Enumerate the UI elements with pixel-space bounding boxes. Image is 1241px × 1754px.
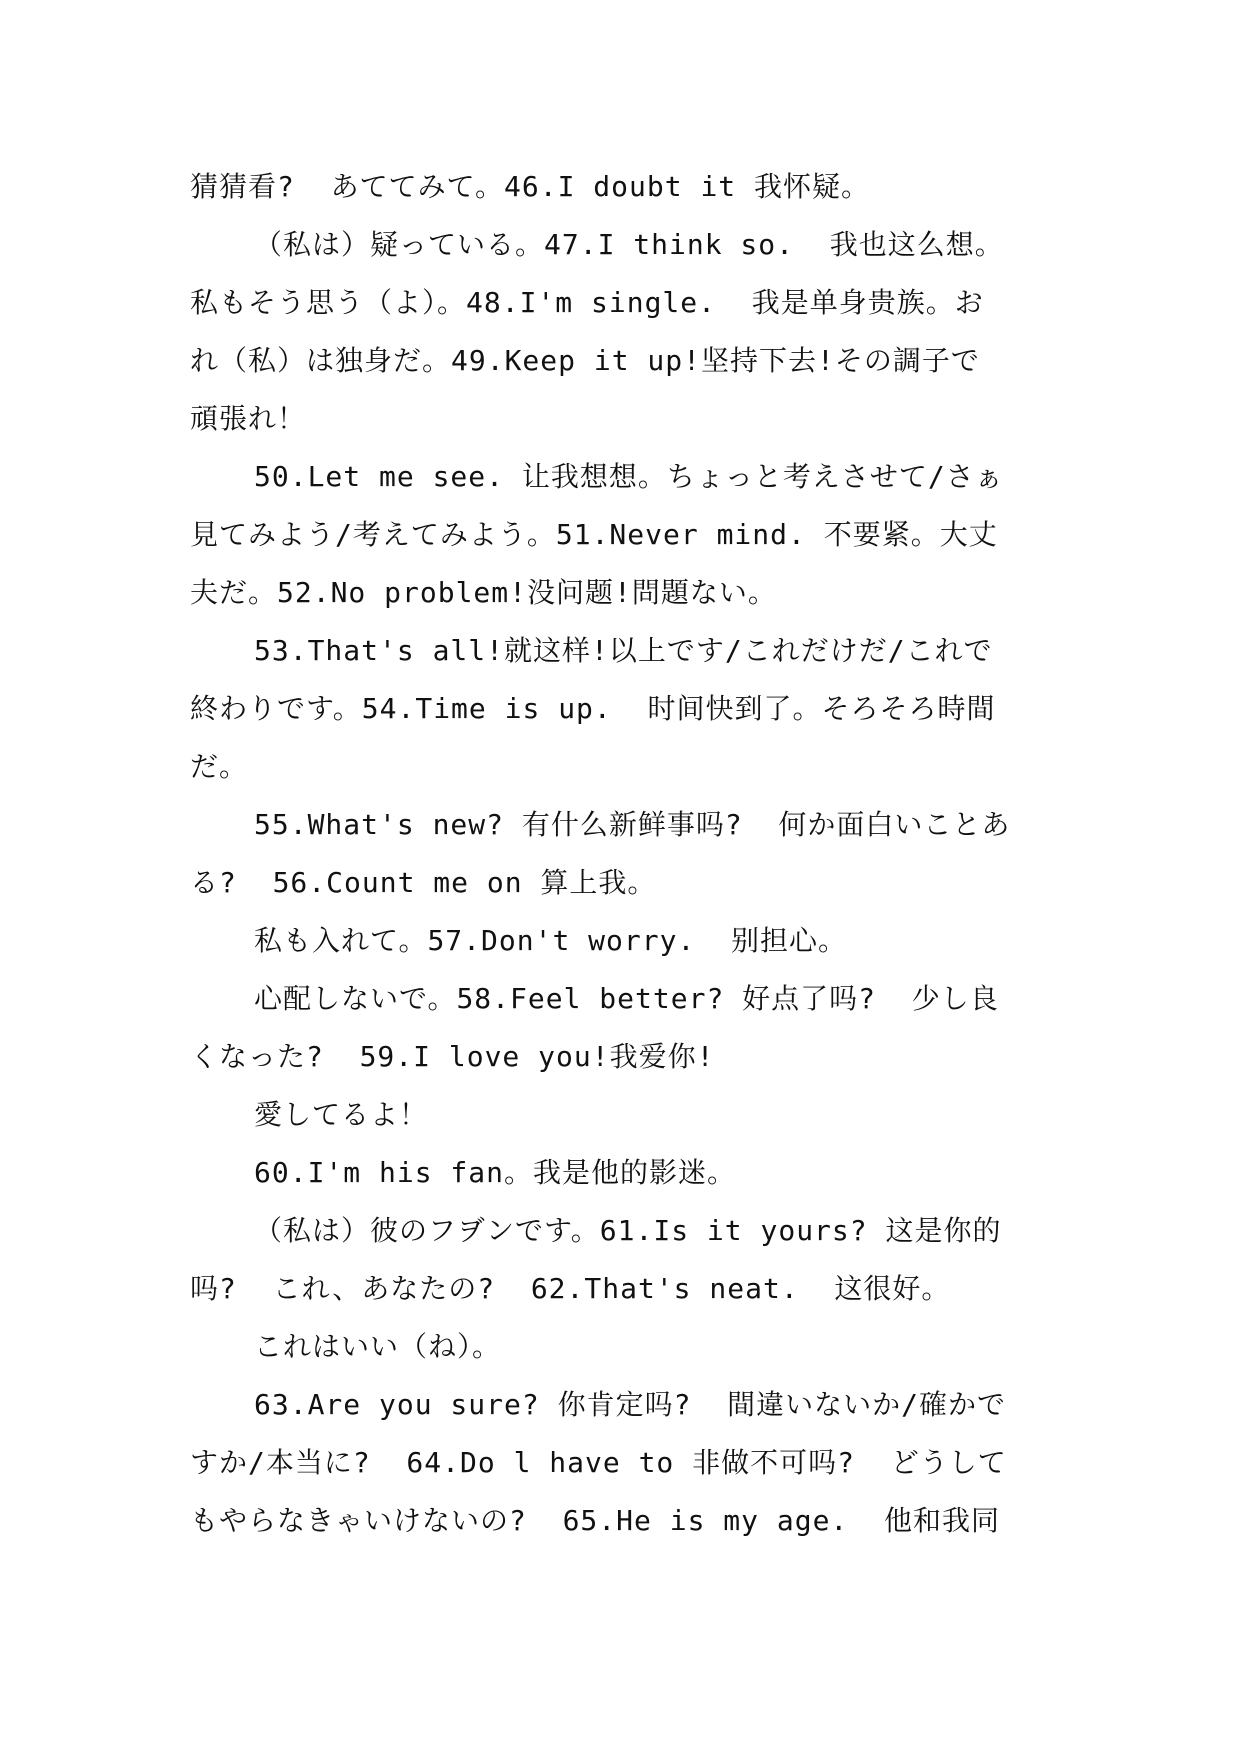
text-line: 終わりです。54.Time is up. 时间快到了。そろそろ時間 — [190, 692, 996, 725]
text-line: 私もそう思う（よ）。48.I'm single. 我是单身贵族。お — [190, 286, 984, 319]
text-line: 吗? これ、あなたの? 62.That's neat. 这很好。 — [190, 1272, 951, 1305]
text-line: 55.What's new? 有什么新鲜事吗? 何か面白いことあ — [254, 808, 1011, 841]
text-line: 愛してるよ！ — [254, 1098, 429, 1131]
text-line: くなった? 59.I love you!我爱你! — [190, 1040, 715, 1073]
text-line: （私は）彼のフヺンです。61.Is it yours? 这是你的 — [254, 1214, 1002, 1247]
text-line: る? 56.Count me on 算上我。 — [190, 866, 657, 899]
text-line: 63.Are you sure? 你肯定吗? 間違いないか/確かで — [254, 1388, 1007, 1421]
text-line: 53.That's all!就这样!以上です/これだけだ/これで — [254, 634, 993, 667]
text-line: 頑張れ！ — [190, 402, 307, 435]
text-line: 猜猜看? あててみて。46.I doubt it 我怀疑。 — [190, 170, 871, 203]
document-body — [190, 158, 1050, 1550]
text-line: 心配しないで。58.Feel better? 好点了吗? 少し良 — [254, 982, 999, 1015]
text-line: 見てみよう/考えてみよう。51.Never mind. 不要紧。大丈 — [190, 518, 998, 551]
text-line: （私は）疑っている。47.I think so. 我也这么想。 — [254, 228, 1004, 261]
text-line: れ（私）は独身だ。49.Keep it up!坚持下去!その調子で — [190, 344, 980, 377]
text-line: もやらなきゃいけないの? 65.He is my age. 他和我同 — [190, 1504, 1001, 1537]
text-line: 60.I'm his fan。我是他的影迷。 — [254, 1156, 737, 1189]
text-line: これはいい（ね）。 — [254, 1330, 502, 1363]
text-line: 私も入れて。57.Don't worry. 别担心。 — [254, 924, 848, 957]
text-line: だ。 — [190, 750, 249, 783]
text-line: 50.Let me see. 让我想想。ちょっと考えさせて/さぁ — [254, 460, 1004, 493]
text-line: すか/本当に? 64.Do l have to 非做不可吗? どうして — [190, 1446, 1007, 1479]
text-line: 夫だ。52.No problem!没问题!問題ない。 — [190, 576, 777, 609]
